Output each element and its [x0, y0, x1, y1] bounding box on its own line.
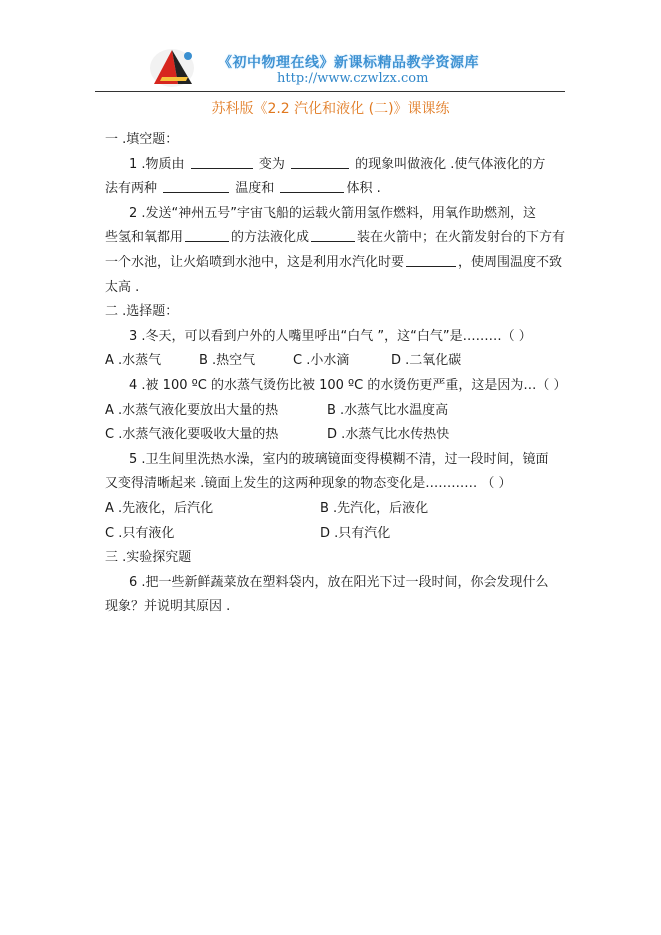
answer-blank[interactable] [311, 227, 355, 242]
question-2-line-3: 一个水池，让火焰喷到水池中，这是利用水汽化时要 ，使周围温度不致 [105, 251, 565, 276]
question-6-line-1: 6 .把一些新鲜蔬菜放在塑料袋内，放在阳光下过一段时间，你会发现什么 [129, 574, 549, 590]
question-1-line-2: 法有两种 温度和 体积 . [105, 177, 565, 202]
option-a[interactable]: A .水蒸气 [105, 353, 162, 369]
site-name: 《初中物理在线》新课标精品教学资源库 [218, 55, 479, 71]
option-c[interactable]: C .小水滴 [293, 353, 350, 369]
exercise-content [105, 128, 565, 620]
question-6-line-2: 现象？并说明其原因 . [105, 599, 231, 615]
site-logo [148, 44, 198, 88]
answer-blank[interactable] [291, 154, 349, 169]
option-d[interactable]: D .二氧化碳 [391, 353, 462, 369]
question-4-stem: 4 .被 100 ºC 的水蒸气烫伤比被 100 ºC 的水烫伤更严重，这是因为…（ ） [129, 377, 567, 393]
question-2-line-4: 太高 . [105, 279, 140, 295]
answer-blank[interactable] [280, 178, 344, 193]
option-a[interactable]: A .先液化，后汽化 [105, 500, 214, 516]
section-multiple-choice: 二 .选择题： [105, 304, 179, 320]
question-4-options-row-1 [105, 399, 565, 424]
question-5-options-row-2 [105, 522, 565, 547]
question-3-stem: 3 .冬天，可以看到户外的人嘴里呼出“白气 ”，这“白气”是………（ ） [129, 328, 532, 344]
question-4-options-row-2 [105, 423, 565, 448]
question-1-line-1: 1 .物质由 变为 的现象叫做液化 .使气体液化的方 [105, 153, 565, 178]
option-a[interactable]: A .水蒸气液化要放出大量的热 [105, 402, 279, 418]
header-divider [95, 91, 565, 92]
section-experiment: 三 .实验探究题 [105, 550, 192, 566]
question-5-options-row-1 [105, 497, 565, 522]
question-5-line-2: 又变得清晰起来 .镜面上发生的这两种现象的物态变化是………… （ ） [105, 476, 512, 492]
option-d[interactable]: D .只有汽化 [320, 525, 391, 541]
option-d[interactable]: D .水蒸气比水传热快 [327, 427, 450, 443]
question-2-line-1: 2 .发送“神州五号”宇宙飞船的运载火箭用氢作燃料，用氧作助燃剂，这 [129, 205, 537, 221]
section-fill-in: 一 .填空题： [105, 132, 179, 147]
answer-blank[interactable] [406, 252, 456, 267]
option-b[interactable]: B .热空气 [199, 353, 256, 369]
option-b[interactable]: B .水蒸气比水温度高 [327, 402, 449, 418]
option-b[interactable]: B .先汽化，后液化 [320, 500, 429, 516]
option-c[interactable]: C .水蒸气液化要吸收大量的热 [105, 427, 279, 443]
answer-blank[interactable] [191, 154, 253, 169]
page-header [0, 0, 661, 95]
question-2-line-2: 些氢和氧都用 的方法液化成 装在火箭中；在火箭发射台的下方有 [105, 226, 565, 251]
question-5-line-1: 5 .卫生间里洗热水澡，室内的玻璃镜面变得模糊不清，过一段时间，镜面 [129, 451, 549, 467]
answer-blank[interactable] [163, 178, 229, 193]
option-c[interactable]: C .只有液化 [105, 525, 175, 541]
document-title: 苏科版《2.2 汽化和液化 (二)》课课练 [211, 101, 450, 117]
site-url[interactable]: http://www.czwlzx.com [277, 71, 429, 86]
answer-blank[interactable] [185, 227, 229, 242]
question-3-options [105, 349, 565, 374]
